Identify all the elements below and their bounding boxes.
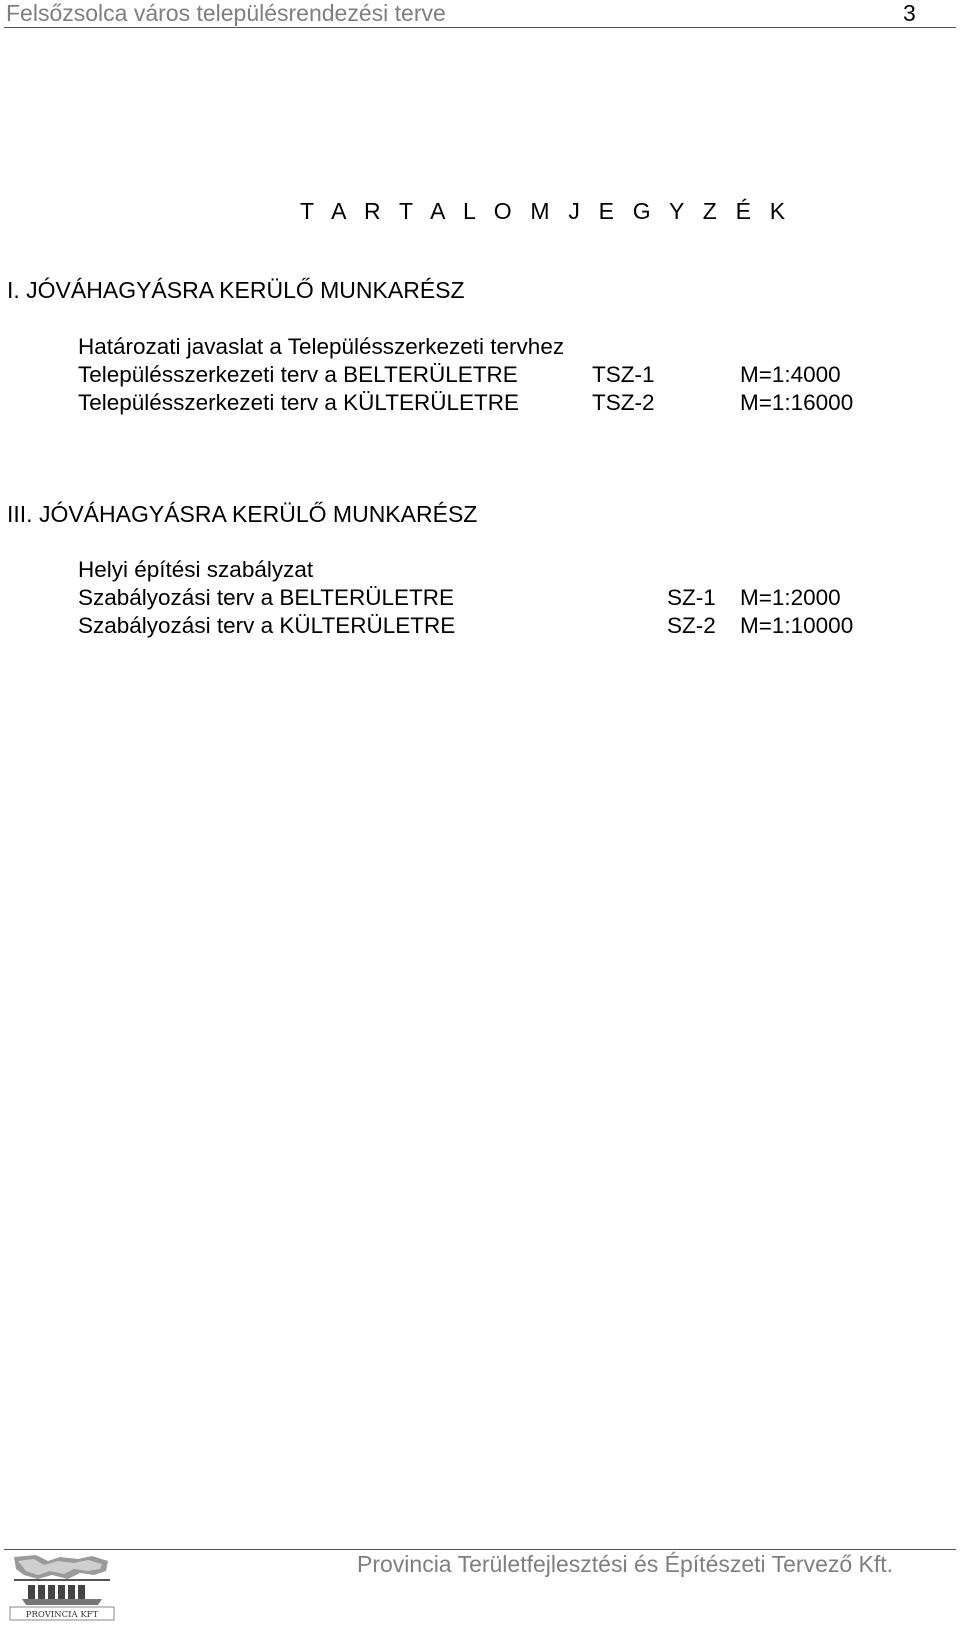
toc-item-code: SZ-1 xyxy=(667,585,716,610)
section-heading-1: I. JÓVÁHAGYÁSRA KERÜLŐ MUNKARÉSZ xyxy=(7,277,465,303)
section-heading-3: III. JÓVÁHAGYÁSRA KERÜLŐ MUNKARÉSZ xyxy=(7,501,478,527)
toc-item-scale: M=1:10000 xyxy=(740,613,854,638)
toc-item-code: TSZ-2 xyxy=(592,390,655,415)
svg-text:PROVINCIA KFT: PROVINCIA KFT xyxy=(25,1610,99,1620)
toc-item-label: Helyi építési szabályzat xyxy=(78,557,314,582)
toc-item-label: Szabályozási terv a KÜLTERÜLETRE xyxy=(78,613,456,638)
table-of-contents-title: T A R T A L O M J E G Y Z É K xyxy=(300,198,792,224)
toc-item-label: Szabályozási terv a BELTERÜLETRE xyxy=(78,585,454,610)
toc-item-label: Határozati javaslat a Településszerkezeti tervhez xyxy=(78,334,565,359)
toc-item-label: Településszerkezeti terv a BELTERÜLETRE xyxy=(78,362,518,387)
footer-divider xyxy=(4,1549,956,1550)
running-header-title: Felsőzsolca város településrendezési terve xyxy=(6,0,446,26)
provincia-logo-icon xyxy=(8,1553,116,1621)
toc-item-code: TSZ-1 xyxy=(592,362,655,387)
page-number: 3 xyxy=(903,0,916,26)
header-divider xyxy=(4,27,956,28)
toc-item-scale: M=1:2000 xyxy=(740,585,841,610)
toc-item-code: SZ-2 xyxy=(667,613,716,638)
toc-item-scale: M=1:4000 xyxy=(740,362,841,387)
toc-item-label: Településszerkezeti terv a KÜLTERÜLETRE xyxy=(78,390,519,415)
toc-item-scale: M=1:16000 xyxy=(740,390,854,415)
footer-company-name: Provincia Területfejlesztési és Építészeti Tervező Kft. xyxy=(357,1551,894,1577)
